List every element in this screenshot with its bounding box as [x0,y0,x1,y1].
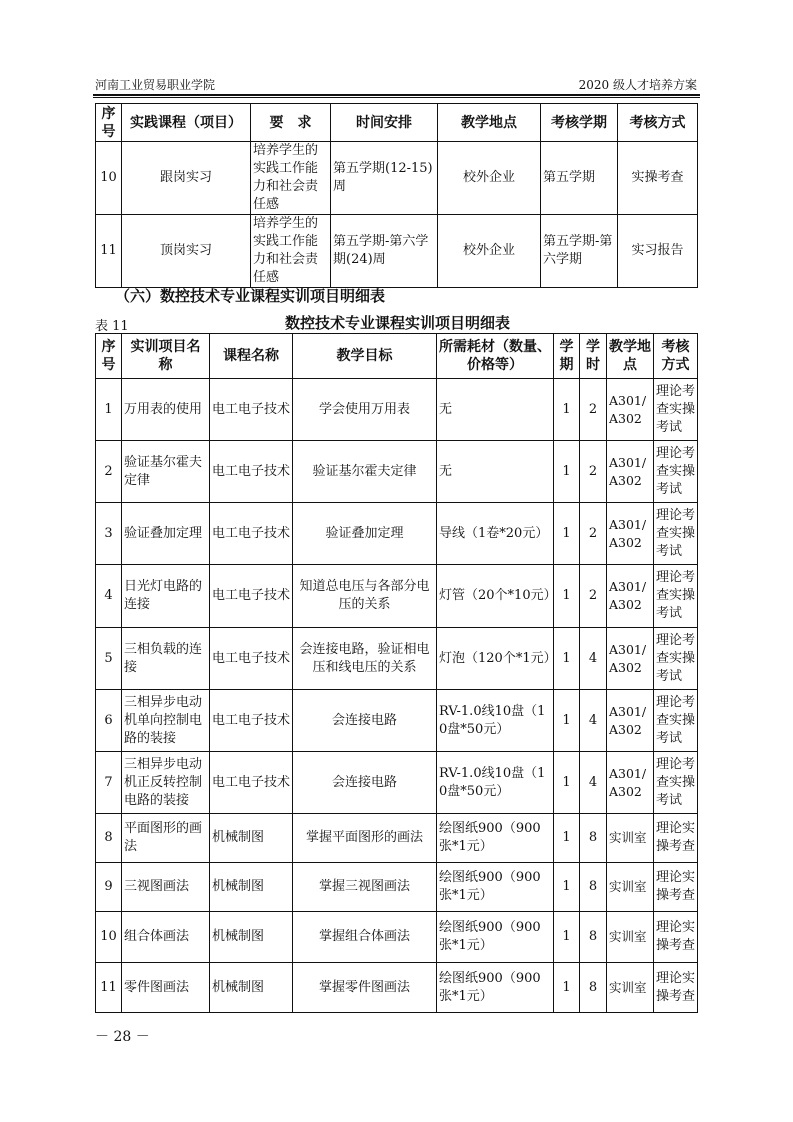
table-cell: 会连接电路 [293,690,437,752]
table-cell: 1 [554,912,580,963]
table-cell: 8 [96,814,122,863]
column-header: 序号 [96,104,122,142]
table-cell: 三相异步电动机单向控制电路的装接 [122,690,210,752]
table-cell: 掌握平面图形的画法 [293,814,437,863]
table-row [96,503,698,565]
table-cell: 2 [580,503,607,565]
table-cell: 2 [580,379,607,441]
table-cell: 掌握三视图画法 [293,863,437,912]
table-cell: 1 [554,379,580,441]
page-number: － 28 － [95,1029,150,1045]
table-cell: 理论实操考查 [654,963,698,1013]
table-cell: 6 [96,690,122,752]
table-cell: 零件图画法 [122,963,210,1013]
table-cell: 1 [554,814,580,863]
table-cell: 机械制图 [210,963,293,1013]
column-header: 学期 [554,334,580,379]
table-cell: 11 [96,963,122,1013]
table-cell: 验证基尔霍夫定律 [122,441,210,503]
column-header: 考核方式 [654,334,698,379]
table-cell: 10 [96,912,122,963]
table-row [96,814,698,863]
table-cell: 1 [554,628,580,690]
table-cell: 理论实操考查 [654,912,698,963]
table-cell: 8 [580,814,607,863]
table-cell: 4 [580,752,607,814]
table-cell: 理论考查实操考试 [654,441,698,503]
table-cell: 1 [554,441,580,503]
table-cell: 顶岗实习 [122,215,251,288]
table-cell: 10 [96,142,122,215]
table-cell: 校外企业 [438,215,541,288]
table-cell: 1 [554,963,580,1013]
table-cell: 2 [96,441,122,503]
table-cell: 三视图画法 [122,863,210,912]
table-cell: A301/A302 [607,503,654,565]
table-row [96,752,698,814]
header-plan-title: 2020 级人才培养方案 [578,78,697,92]
table-cell: 电工电子技术 [210,503,293,565]
table-cell: 知道总电压与各部分电压的关系 [293,565,437,628]
table-cell: 验证叠加定理 [293,503,437,565]
table-cell: 绘图纸900（900张*1元） [437,814,554,863]
table-cell: 三相异步电动机正反转控制电路的装接 [122,752,210,814]
table-cell: 1 [96,379,122,441]
section-title: （六）数控技术专业课程实训项目明细表 [115,287,386,305]
table-cell: 2 [580,441,607,503]
table-cell: 电工电子技术 [210,690,293,752]
table-cell: 理论考查实操考试 [654,628,698,690]
table-row [96,441,698,503]
table-row [96,142,698,215]
table-cell: 灯管（20个*10元） [437,565,554,628]
table-cell: 实操考查 [618,142,698,215]
table-cell: 理论考查实操考试 [654,565,698,628]
table-cell: 培养学生的实践工作能力和社会责任感 [251,142,331,215]
table-title: 数控技术专业课程实训项目明细表 [285,314,511,332]
table-row [96,628,698,690]
table-cell: 日光灯电路的连接 [122,565,210,628]
table-cell: 掌握组合体画法 [293,912,437,963]
column-header: 序号 [96,334,122,379]
table-cell: RV-1.0线10盘（10盘*50元） [437,690,554,752]
table-cell: 导线（1卷*20元） [437,503,554,565]
table-cell: 灯泡（120个*1元） [437,628,554,690]
table-cell: A301/A302 [607,441,654,503]
table-cell: 组合体画法 [122,912,210,963]
table-cell: 验证叠加定理 [122,503,210,565]
column-header: 考核学期 [541,104,618,142]
column-header: 实践课程（项目） [122,104,251,142]
table-cell: 实训室 [607,912,654,963]
table-cell: 会连接电路，验证相电压和线电压的关系 [293,628,437,690]
table-cell: 校外企业 [438,142,541,215]
table-cell: 理论考查实操考试 [654,503,698,565]
table-cell: 电工电子技术 [210,441,293,503]
table-cell: 万用表的使用 [122,379,210,441]
table-cell: 8 [580,863,607,912]
column-header: 学时 [580,334,607,379]
table-cell: 11 [96,215,122,288]
table-cell: 验证基尔霍夫定律 [293,441,437,503]
table-cell: 1 [554,565,580,628]
column-header: 要 求 [251,104,331,142]
table-cell: 1 [554,503,580,565]
table-cell: 7 [96,752,122,814]
table-cell: 1 [554,863,580,912]
table-row [96,912,698,963]
table-cell: 3 [96,503,122,565]
header-institution: 河南工业贸易职业学院 [95,78,216,92]
table-cell: 平面图形的画法 [122,814,210,863]
column-header: 教学地点 [438,104,541,142]
table-cell: 机械制图 [210,863,293,912]
table-cell: 5 [96,628,122,690]
table-cell: 跟岗实习 [122,142,251,215]
table-cell: 第五学期(12-15)周 [331,142,438,215]
table-row [96,863,698,912]
table-cell: 8 [580,912,607,963]
column-header: 实训项目名称 [122,334,210,379]
table-cell: 理论实操考查 [654,814,698,863]
column-header: 课程名称 [210,334,293,379]
table-cell: 绘图纸900（900张*1元） [437,912,554,963]
table-cell: A301/A302 [607,752,654,814]
training-project-table [95,333,698,1013]
table-cell: 学会使用万用表 [293,379,437,441]
table-cell: 三相负载的连接 [122,628,210,690]
table-cell: 1 [554,752,580,814]
table-cell: 培养学生的实践工作能力和社会责任感 [251,215,331,288]
table-cell: 第五学期-第六学期 [541,215,618,288]
table-cell: 机械制图 [210,814,293,863]
table-cell: 机械制图 [210,912,293,963]
table-cell: 实训室 [607,814,654,863]
table-row [96,215,698,288]
table-cell: 电工电子技术 [210,565,293,628]
table-cell: 掌握零件图画法 [293,963,437,1013]
table-cell: 电工电子技术 [210,628,293,690]
table-cell: 实训室 [607,963,654,1013]
table-row [96,379,698,441]
table-cell: 理论实操考查 [654,863,698,912]
table-cell: 实习报告 [618,215,698,288]
table-cell: 2 [580,565,607,628]
table-cell: 4 [580,628,607,690]
column-header: 时间安排 [331,104,438,142]
column-header: 教学地点 [607,334,654,379]
header-divider [93,94,700,98]
column-header: 考核方式 [618,104,698,142]
table-cell: A301/A302 [607,690,654,752]
table-cell: 实训室 [607,863,654,912]
table-cell: 理论考查实操考试 [654,379,698,441]
table-row [96,690,698,752]
table-cell: A301/A302 [607,379,654,441]
table-row [96,565,698,628]
table-cell: RV-1.0线10盘（10盘*50元） [437,752,554,814]
table-row [96,963,698,1013]
table-cell: 电工电子技术 [210,379,293,441]
table-cell: 电工电子技术 [210,752,293,814]
table-cell: 8 [580,963,607,1013]
table-cell: 理论考查实操考试 [654,690,698,752]
column-header: 所需耗材（数量、价格等） [437,334,554,379]
table-cell: 9 [96,863,122,912]
table-cell: 4 [580,690,607,752]
table-cell: 绘图纸900（900张*1元） [437,863,554,912]
table-cell: 理论考查实操考试 [654,752,698,814]
table-cell: 会连接电路 [293,752,437,814]
table-cell: 无 [437,379,554,441]
table-cell: A301/A302 [607,628,654,690]
table-cell: A301/A302 [607,565,654,628]
table-cell: 绘图纸900（900张*1元） [437,963,554,1013]
table-cell: 1 [554,690,580,752]
practice-course-table [95,103,698,288]
table-number: 表 11 [95,319,129,334]
column-header: 教学目标 [293,334,437,379]
table-cell: 第五学期 [541,142,618,215]
table-cell: 第五学期-第六学期(24)周 [331,215,438,288]
table-cell: 无 [437,441,554,503]
table-cell: 4 [96,565,122,628]
